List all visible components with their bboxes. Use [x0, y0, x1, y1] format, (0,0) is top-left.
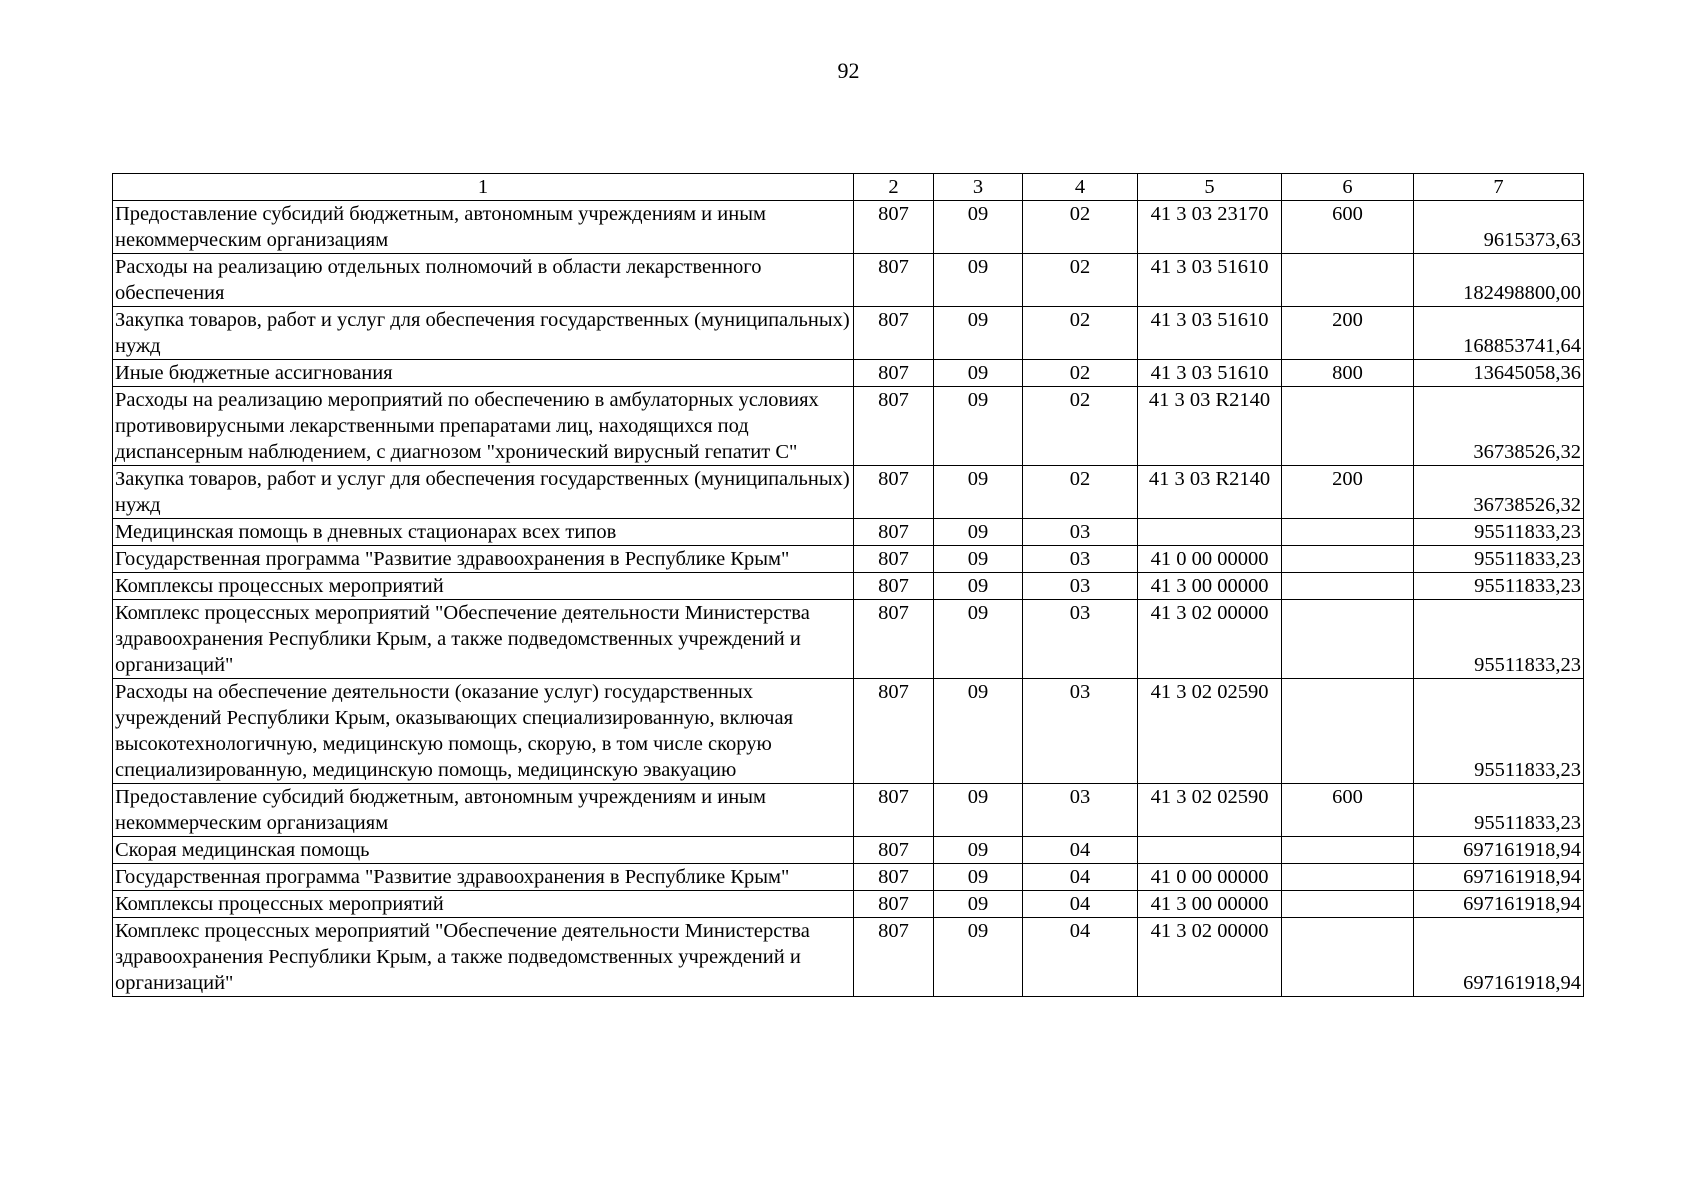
row-expense-type-cell: 200	[1282, 307, 1414, 360]
table-row	[113, 891, 1584, 918]
row-expense-type-cell	[1282, 573, 1414, 600]
row-sum-cell: 36738526,32	[1414, 466, 1584, 519]
row-subsection-cell: 02	[1023, 360, 1138, 387]
row-target-article-cell: 41 3 03 51610	[1138, 360, 1282, 387]
row-section-cell: 09	[934, 466, 1023, 519]
row-section-cell: 09	[934, 600, 1023, 679]
row-subsection-cell: 04	[1023, 891, 1138, 918]
row-grbs-cell: 807	[854, 573, 934, 600]
row-sum-cell: 697161918,94	[1414, 837, 1584, 864]
page-number: 92	[837, 58, 860, 83]
table-row	[113, 387, 1584, 466]
row-sum-cell: 168853741,64	[1414, 307, 1584, 360]
table-row	[113, 864, 1584, 891]
row-expense-type-cell	[1282, 837, 1414, 864]
row-target-article-cell	[1138, 519, 1282, 546]
row-grbs-cell: 807	[854, 891, 934, 918]
row-grbs-cell: 807	[854, 360, 934, 387]
row-target-article-cell: 41 3 00 00000	[1138, 891, 1282, 918]
row-sum-cell: 36738526,32	[1414, 387, 1584, 466]
row-sum-cell: 697161918,94	[1414, 918, 1584, 997]
row-section-cell: 09	[934, 307, 1023, 360]
row-expense-type-cell	[1282, 918, 1414, 997]
row-sum-cell: 95511833,23	[1414, 600, 1584, 679]
row-name-cell: Закупка товаров, работ и услуг для обеспечения государственных (муниципальных) нужд	[113, 466, 854, 519]
table-body	[113, 201, 1584, 997]
row-expense-type-cell: 600	[1282, 201, 1414, 254]
row-section-cell: 09	[934, 679, 1023, 784]
row-expense-type-cell	[1282, 600, 1414, 679]
row-grbs-cell: 807	[854, 600, 934, 679]
row-name-cell: Закупка товаров, работ и услуг для обеспечения государственных (муниципальных) нужд	[113, 307, 854, 360]
row-grbs-cell: 807	[854, 837, 934, 864]
row-grbs-cell: 807	[854, 864, 934, 891]
table-row	[113, 201, 1584, 254]
row-expense-type-cell	[1282, 546, 1414, 573]
row-subsection-cell: 02	[1023, 387, 1138, 466]
table-row	[113, 546, 1584, 573]
row-expense-type-cell	[1282, 254, 1414, 307]
row-grbs-cell: 807	[854, 918, 934, 997]
row-name-cell: Скорая медицинская помощь	[113, 837, 854, 864]
row-name-cell: Расходы на обеспечение деятельности (оказание услуг) государственных учреждений Республики Крым, оказывающих специализированную, включая высокотехнологичную, медицинскую помощь, скорую, в том числе скорую специализированную, медицинскую помощь, медицинскую эвакуацию	[113, 679, 854, 784]
row-section-cell: 09	[934, 254, 1023, 307]
row-target-article-cell: 41 3 03 R2140	[1138, 466, 1282, 519]
row-section-cell: 09	[934, 573, 1023, 600]
row-subsection-cell: 02	[1023, 254, 1138, 307]
row-name-cell: Расходы на реализацию мероприятий по обеспечению в амбулаторных условиях противовирусными лекарственными препаратами лиц, находящихся под диспансерным наблюдением, с диагнозом "хронический вирусный гепатит С"	[113, 387, 854, 466]
row-name-cell: Комплексы процессных мероприятий	[113, 891, 854, 918]
table-row	[113, 784, 1584, 837]
row-target-article-cell: 41 3 03 23170	[1138, 201, 1282, 254]
row-subsection-cell: 02	[1023, 201, 1138, 254]
row-target-article-cell: 41 3 00 00000	[1138, 573, 1282, 600]
column-header-1: 1	[113, 174, 854, 201]
row-subsection-cell: 04	[1023, 837, 1138, 864]
row-grbs-cell: 807	[854, 387, 934, 466]
row-target-article-cell: 41 3 02 02590	[1138, 784, 1282, 837]
table-row	[113, 360, 1584, 387]
row-section-cell: 09	[934, 784, 1023, 837]
column-header-5: 5	[1138, 174, 1282, 201]
table-row	[113, 519, 1584, 546]
row-name-cell: Предоставление субсидий бюджетным, автономным учреждениям и иным некоммерческим организациям	[113, 201, 854, 254]
row-target-article-cell: 41 3 02 00000	[1138, 600, 1282, 679]
row-section-cell: 09	[934, 837, 1023, 864]
row-target-article-cell: 41 3 03 51610	[1138, 307, 1282, 360]
row-grbs-cell: 807	[854, 546, 934, 573]
row-sum-cell: 95511833,23	[1414, 573, 1584, 600]
row-name-cell: Медицинская помощь в дневных стационарах всех типов	[113, 519, 854, 546]
row-subsection-cell: 03	[1023, 519, 1138, 546]
row-target-article-cell: 41 3 02 00000	[1138, 918, 1282, 997]
column-header-3: 3	[934, 174, 1023, 201]
table-row	[113, 466, 1584, 519]
row-expense-type-cell	[1282, 679, 1414, 784]
table-row	[113, 600, 1584, 679]
row-section-cell: 09	[934, 360, 1023, 387]
table-row	[113, 573, 1584, 600]
row-name-cell: Предоставление субсидий бюджетным, автономным учреждениям и иным некоммерческим организациям	[113, 784, 854, 837]
table-header-row	[113, 174, 1584, 201]
row-name-cell: Государственная программа "Развитие здравоохранения в Республике Крым"	[113, 546, 854, 573]
budget-table	[112, 173, 1584, 997]
row-name-cell: Иные бюджетные ассигнования	[113, 360, 854, 387]
table-row	[113, 254, 1584, 307]
row-subsection-cell: 03	[1023, 573, 1138, 600]
row-expense-type-cell	[1282, 891, 1414, 918]
row-expense-type-cell: 600	[1282, 784, 1414, 837]
row-subsection-cell: 02	[1023, 466, 1138, 519]
column-header-7: 7	[1414, 174, 1584, 201]
row-grbs-cell: 807	[854, 679, 934, 784]
row-expense-type-cell	[1282, 519, 1414, 546]
row-grbs-cell: 807	[854, 307, 934, 360]
column-header-6: 6	[1282, 174, 1414, 201]
row-name-cell: Комплексы процессных мероприятий	[113, 573, 854, 600]
row-subsection-cell: 03	[1023, 679, 1138, 784]
row-subsection-cell: 04	[1023, 864, 1138, 891]
row-sum-cell: 95511833,23	[1414, 546, 1584, 573]
row-expense-type-cell: 200	[1282, 466, 1414, 519]
row-expense-type-cell: 800	[1282, 360, 1414, 387]
row-section-cell: 09	[934, 201, 1023, 254]
row-expense-type-cell	[1282, 387, 1414, 466]
row-grbs-cell: 807	[854, 784, 934, 837]
row-section-cell: 09	[934, 864, 1023, 891]
row-target-article-cell	[1138, 837, 1282, 864]
row-sum-cell: 95511833,23	[1414, 519, 1584, 546]
row-subsection-cell: 02	[1023, 307, 1138, 360]
table-row	[113, 837, 1584, 864]
row-target-article-cell: 41 3 03 R2140	[1138, 387, 1282, 466]
table-row	[113, 918, 1584, 997]
row-sum-cell: 697161918,94	[1414, 891, 1584, 918]
row-grbs-cell: 807	[854, 254, 934, 307]
row-sum-cell: 9615373,63	[1414, 201, 1584, 254]
row-sum-cell: 182498800,00	[1414, 254, 1584, 307]
column-header-4: 4	[1023, 174, 1138, 201]
row-name-cell: Государственная программа "Развитие здравоохранения в Республике Крым"	[113, 864, 854, 891]
row-name-cell: Комплекс процессных мероприятий "Обеспечение деятельности Министерства здравоохранения Республики Крым, а также подведомственных учреждений и организаций"	[113, 918, 854, 997]
row-expense-type-cell	[1282, 864, 1414, 891]
row-name-cell: Комплекс процессных мероприятий "Обеспечение деятельности Министерства здравоохранения Республики Крым, а также подведомственных учреждений и организаций"	[113, 600, 854, 679]
row-sum-cell: 95511833,23	[1414, 679, 1584, 784]
row-subsection-cell: 04	[1023, 918, 1138, 997]
row-subsection-cell: 03	[1023, 546, 1138, 573]
row-subsection-cell: 03	[1023, 784, 1138, 837]
row-section-cell: 09	[934, 891, 1023, 918]
row-section-cell: 09	[934, 918, 1023, 997]
row-section-cell: 09	[934, 519, 1023, 546]
row-sum-cell: 697161918,94	[1414, 864, 1584, 891]
row-target-article-cell: 41 0 00 00000	[1138, 546, 1282, 573]
row-sum-cell: 95511833,23	[1414, 784, 1584, 837]
row-grbs-cell: 807	[854, 519, 934, 546]
table-row	[113, 679, 1584, 784]
row-name-cell: Расходы на реализацию отдельных полномочий в области лекарственного обеспечения	[113, 254, 854, 307]
row-section-cell: 09	[934, 546, 1023, 573]
row-target-article-cell: 41 3 03 51610	[1138, 254, 1282, 307]
row-target-article-cell: 41 0 00 00000	[1138, 864, 1282, 891]
row-section-cell: 09	[934, 387, 1023, 466]
row-grbs-cell: 807	[854, 201, 934, 254]
row-sum-cell: 13645058,36	[1414, 360, 1584, 387]
row-subsection-cell: 03	[1023, 600, 1138, 679]
row-target-article-cell: 41 3 02 02590	[1138, 679, 1282, 784]
column-header-2: 2	[854, 174, 934, 201]
table-row	[113, 307, 1584, 360]
row-grbs-cell: 807	[854, 466, 934, 519]
